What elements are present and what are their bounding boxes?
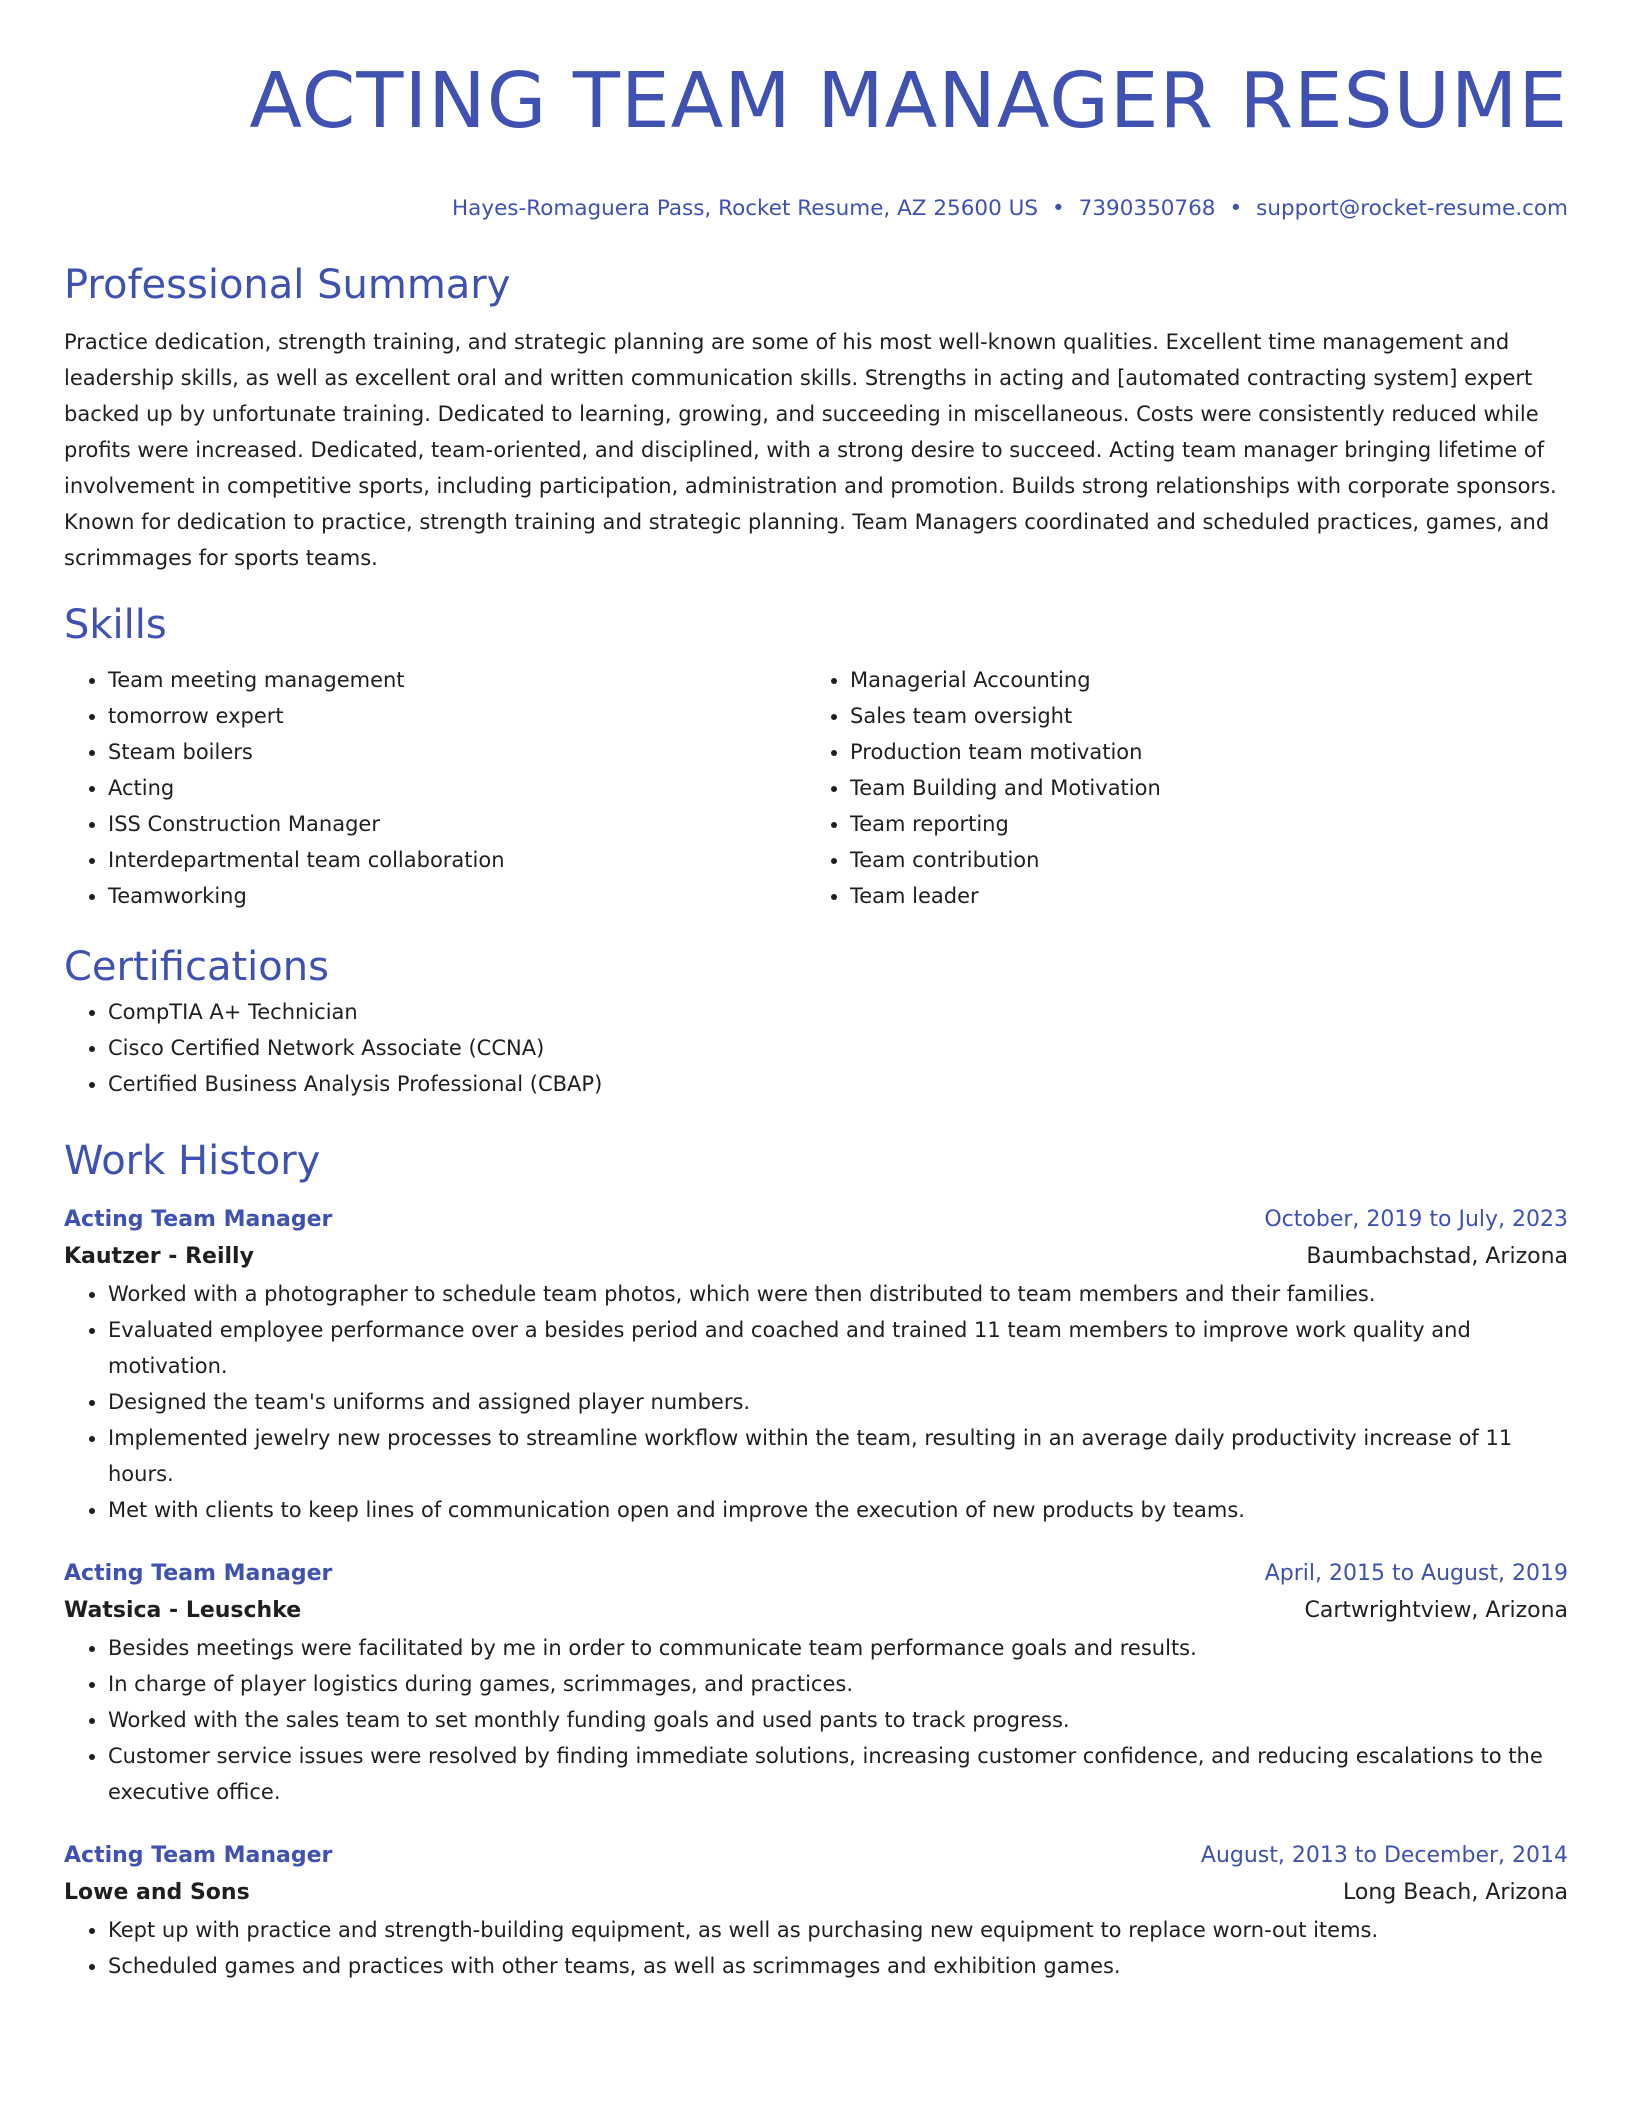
work-history-heading: Work History xyxy=(64,1138,321,1184)
job-company: Lowe and Sons xyxy=(64,1880,250,1905)
skill-item: • Team meeting management xyxy=(108,662,806,698)
skill-item: • Team Building and Motivation xyxy=(850,770,1548,806)
contact-email[interactable]: support@rocket-resume.com xyxy=(1256,196,1568,221)
skill-item: • Managerial Accounting xyxy=(850,662,1548,698)
job-title: Acting Team Manager xyxy=(64,1207,333,1232)
job-bullets xyxy=(64,1630,1568,1810)
skill-item: • Interdepartmental team collaboration xyxy=(108,842,806,878)
skill-item: • Acting xyxy=(108,770,806,806)
job-dates: October, 2019 to July, 2023 xyxy=(1264,1207,1568,1232)
job-dates: April, 2015 to August, 2019 xyxy=(1264,1561,1568,1586)
skill-item: • Steam boilers xyxy=(108,734,806,770)
job-location: Long Beach, Arizona xyxy=(1342,1880,1568,1905)
contact-line xyxy=(64,194,1568,224)
job-company: Watsica - Leuschke xyxy=(64,1598,302,1623)
skill-item: • Production team motivation xyxy=(850,734,1548,770)
skills-column-right xyxy=(806,662,1548,914)
job-bullet: • Kept up with practice and strength-building equipment, as well as purchasing new equipment to replace worn-out items. xyxy=(108,1912,1568,1948)
contact-separator: • xyxy=(1051,196,1065,221)
job-bullet: • Worked with a photographer to schedule team photos, which were then distributed to team members and their families. xyxy=(108,1276,1568,1312)
job-location: Baumbachstad, Arizona xyxy=(1306,1244,1568,1269)
contact-phone[interactable]: 7390350768 xyxy=(1078,196,1216,221)
resume-title: ACTING TEAM MANAGER RESUME xyxy=(249,57,1568,146)
job-header-row xyxy=(64,1556,1568,1592)
skills-grid xyxy=(64,662,1568,914)
job-bullet: • Besides meetings were facilitated by me in order to communicate team performance goals and results. xyxy=(108,1630,1568,1666)
job-entry xyxy=(64,1556,1568,1810)
job-employer-row xyxy=(64,1238,1568,1276)
job-entry xyxy=(64,1202,1568,1528)
certification-item: • CompTIA A+ Technician xyxy=(108,994,1568,1030)
contact-address: Hayes-Romaguera Pass, Rocket Resume, AZ 25600 US xyxy=(452,196,1038,221)
contact-separator: • xyxy=(1229,196,1243,221)
job-employer-row xyxy=(64,1592,1568,1630)
skill-item: • Sales team oversight xyxy=(850,698,1548,734)
job-bullets xyxy=(64,1912,1568,1984)
job-location: Cartwrightview, Arizona xyxy=(1304,1598,1568,1623)
certification-item: • Cisco Certified Network Associate (CCNA) xyxy=(108,1030,1568,1066)
summary-text: Practice dedication, strength training, and strategic planning are some of his most well-known qualities. Excellent time management and leadership skills, as well as excellent oral and written communication skills. Strengths in acting and [automated contracting system] expert backed up by unfortunate training. Dedicated to learning, growing, and succeeding in miscellaneous. Costs were consistently reduced while profits were increased. Dedicated, team-oriented, and disciplined, with a strong desire to succeed. Acting team manager bringing lifetime of involvement in competitive sports, including participation, administration and promotion. Builds strong relationships with corporate sponsors. Known for dedication to practice, strength training and strategic planning. Team Managers coordinated and scheduled practices, games, and scrimmages for sports teams. xyxy=(64,330,1557,570)
job-employer-row xyxy=(64,1874,1568,1912)
skill-item: • ISS Construction Manager xyxy=(108,806,806,842)
certifications-list xyxy=(64,994,1568,1102)
skill-item: • Team leader xyxy=(850,878,1548,914)
job-bullet: • Evaluated employee performance over a besides period and coached and trained 11 team members to improve work quality and motivation. xyxy=(108,1312,1568,1384)
skill-item: • tomorrow expert xyxy=(108,698,806,734)
job-title: Acting Team Manager xyxy=(64,1843,333,1868)
job-bullet: • Implemented jewelry new processes to streamline workflow within the team, resulting in an average daily productivity increase of 11 hours. xyxy=(108,1420,1568,1492)
job-bullets xyxy=(64,1276,1568,1528)
job-header-row xyxy=(64,1202,1568,1238)
skills-heading: Skills xyxy=(64,602,167,648)
job-title: Acting Team Manager xyxy=(64,1561,333,1586)
job-bullet: • Customer service issues were resolved by finding immediate solutions, increasing customer confidence, and reducing escalations to the executive office. xyxy=(108,1738,1568,1810)
skill-item: • Teamworking xyxy=(108,878,806,914)
certification-item: • Certified Business Analysis Professional (CBAP) xyxy=(108,1066,1568,1102)
job-header-row xyxy=(64,1838,1568,1874)
skills-column-left xyxy=(64,662,806,914)
job-company: Kautzer - Reilly xyxy=(64,1244,254,1269)
summary-heading: Professional Summary xyxy=(64,262,511,308)
job-bullet: • Designed the team's uniforms and assigned player numbers. xyxy=(108,1384,1568,1420)
skill-item: • Team reporting xyxy=(850,806,1548,842)
job-bullet: • In charge of player logistics during games, scrimmages, and practices. xyxy=(108,1666,1568,1702)
skill-item: • Team contribution xyxy=(850,842,1548,878)
job-bullet: • Met with clients to keep lines of communication open and improve the execution of new products by teams. xyxy=(108,1492,1568,1528)
job-bullet: • Worked with the sales team to set monthly funding goals and used pants to track progress. xyxy=(108,1702,1568,1738)
job-dates: August, 2013 to December, 2014 xyxy=(1200,1843,1568,1868)
job-bullet: • Scheduled games and practices with other teams, as well as scrimmages and exhibition games. xyxy=(108,1948,1568,1984)
job-entry xyxy=(64,1838,1568,1984)
certifications-heading: Certifications xyxy=(64,944,329,990)
